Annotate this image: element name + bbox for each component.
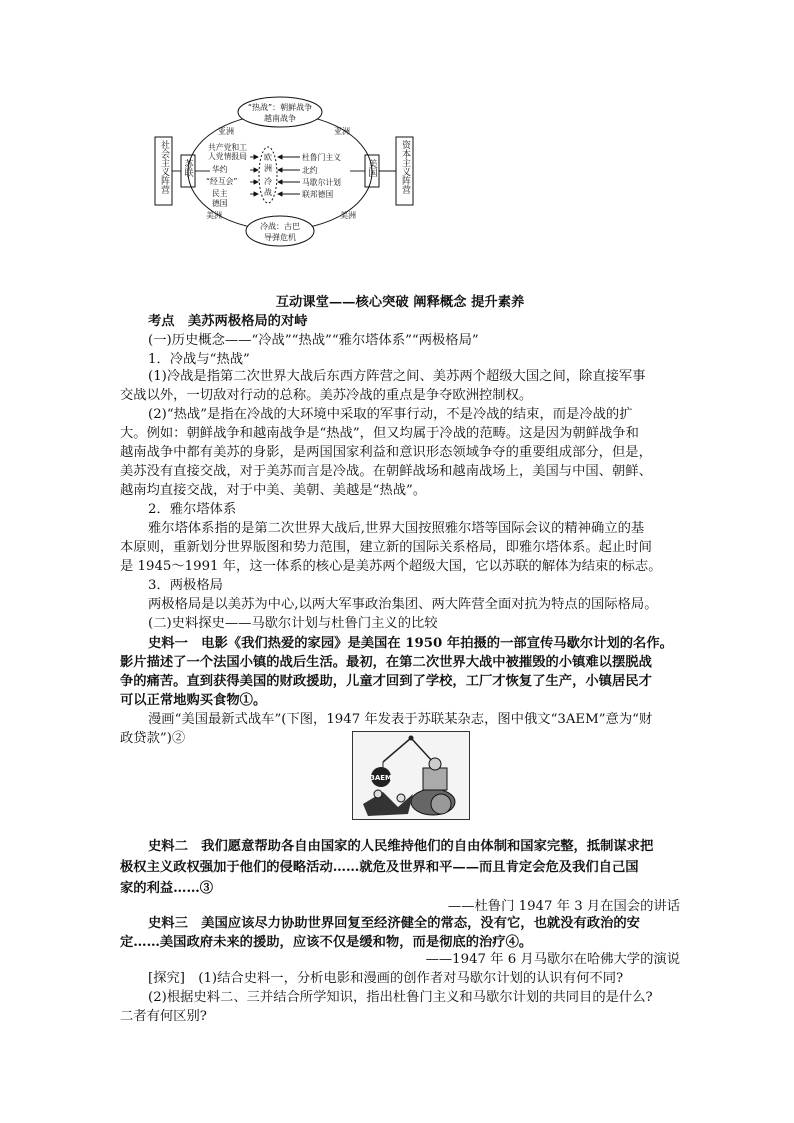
svg-text:“经互会”: “经互会” xyxy=(206,177,238,186)
svg-text:“热战”：朝鲜战争: “热战”：朝鲜战争 xyxy=(247,103,313,112)
svg-text:亚洲: 亚洲 xyxy=(334,127,350,136)
paragraph-line: 是 1945～1991 年，这一体系的核心是美苏两个超级大国，它以苏联的解体为结束的标志。 xyxy=(120,559,662,574)
source-2-line: 家的利益……③ xyxy=(120,881,214,896)
paragraph-line: 雅尔塔体系指的是第二次世界大战后,世界大国按照雅尔塔等国际会议的精神确立的基 xyxy=(148,521,645,536)
section-title: 互动课堂——核心突破 阐释概念 提升素养 xyxy=(275,295,525,310)
svg-text:人党情报局: 人党情报局 xyxy=(208,152,247,161)
ussr-label: 苏联 xyxy=(182,159,193,177)
paragraph-line: 越南均直接交战，对于中美、美朝、美越是“热战”。 xyxy=(120,483,427,498)
subsection-1-heading: (一)历史概念——“冷战”“热战”“雅尔塔体系”“两极格局” xyxy=(148,333,479,348)
svg-text:欧: 欧 xyxy=(264,153,272,162)
capitalist-camp-vertical-label: 资本主义阵营 xyxy=(400,140,410,194)
paragraph-line: 大。例如：朝鲜战争和越南战争是“热战”，但又均属于冷战的范畴。这是因为朝鲜战争和 xyxy=(120,426,639,441)
paragraph-line: 美苏没有直接交战，对于美苏而言是冷战。在朝鲜战场和越南战场上，美国与中国、朝鲜、 xyxy=(120,464,652,479)
source-3-attribution: ——1947 年 6 月马歇尔在哈佛大学的演说 xyxy=(425,952,680,967)
source-1-line: 可以正常地购买食物①。 xyxy=(120,693,267,708)
svg-text:战: 战 xyxy=(264,188,272,197)
paragraph-line: 两极格局是以美苏为中心,以两大军事政治集团、两大阵营全面对抗为特点的国际格局。 xyxy=(148,597,658,612)
svg-text:3AEM: 3AEM xyxy=(369,774,393,782)
svg-text:亚洲: 亚洲 xyxy=(218,127,234,136)
source-2-line: 极权主义政权强加于他们的侵略活动……就危及世界和平——而且肯定会危及我们自己国 xyxy=(120,860,639,875)
source-1-line: 影片描述了一个法国小镇的战后生活。最初，在第二次世界大战中被摧毁的小镇难以摆脱战 xyxy=(120,655,652,670)
svg-text:联邦德国: 联邦德国 xyxy=(302,190,334,199)
svg-text:越南战争: 越南战争 xyxy=(264,114,296,123)
subsection-2-heading: (二)史料探史——马歇尔计划与杜鲁门主义的比较 xyxy=(148,616,438,631)
paragraph-line: (1)冷战是指第二次世界大战后东西方阵营之间、美苏两个超级大国之间，除直接军事 xyxy=(148,369,646,384)
source-1-line: 争的痛苦。直到获得美国的财政援助，儿童才回到了学校，工厂才恢复了生产，小镇居民才 xyxy=(120,674,652,689)
cartoon-image xyxy=(352,731,470,820)
svg-text:洲: 洲 xyxy=(264,164,272,173)
heading-bipolar: 3．两极格局 xyxy=(148,578,223,593)
source-3-line: 史料三 美国应该尽力协助世界回复至经济健全的常态，没有它，也就没有政治的安 xyxy=(148,916,640,931)
svg-text:冷: 冷 xyxy=(264,177,272,186)
svg-text:马歇尔计划: 马歇尔计划 xyxy=(302,178,341,187)
paragraph-line: (2)“热战”是指在冷战的大环境中采取的军事行动，不是冷战的结束，而是冷战的扩 xyxy=(148,407,633,422)
svg-text:共产党和工: 共产党和工 xyxy=(208,143,247,152)
cartoon-caption-line: 漫画“美国最新式战车”(下图，1947 年发表于苏联某杂志，图中俄文“3AEM”意为“财 xyxy=(148,712,653,727)
usa-label: 美国 xyxy=(366,159,377,177)
source-2-attribution: ——杜鲁门 1947 年 3 月在国会的讲话 xyxy=(447,899,680,914)
question-2-line: (2)根据史料二、三并结合所学知识，指出杜鲁门主义和马歇尔计划的共同目的是什么? xyxy=(148,990,653,1005)
svg-text:民主: 民主 xyxy=(212,189,228,198)
paragraph-line: 本原则，重新划分世界版图和势力范围，建立新的国际关系格局，即雅尔塔体系。起止时间 xyxy=(120,540,652,555)
svg-text:冷战：古巴: 冷战：古巴 xyxy=(260,222,300,231)
cartoon-caption-line: 政贷款”)② xyxy=(120,731,186,746)
source-3-line: 定……美国政府未来的援助，应该不仅是缓和物，而是彻底的治疗④。 xyxy=(120,935,533,950)
heading-cold-war: 1．冷战与“热战” xyxy=(148,352,250,367)
svg-text:导弹危机: 导弹危机 xyxy=(264,233,296,242)
question-1: [探究] (1)结合史料一，分析电影和漫画的创作者对马歇尔计划的认识有何不同? xyxy=(148,971,624,986)
svg-text:北约: 北约 xyxy=(302,166,318,175)
svg-text:德国: 德国 xyxy=(212,199,228,208)
heading-yalta: 2．雅尔塔体系 xyxy=(148,502,237,517)
svg-text:美洲: 美洲 xyxy=(206,211,222,220)
source-2-line: 史料二 我们愿意帮助各自由国家的人民维持他们的自由体制和国家完整，抵制谋求把 xyxy=(148,839,654,854)
paragraph-line: 越南战争中都有美苏的身影，是两国国家利益和意识形态领域争夺的重要组成部分，但是， xyxy=(120,445,652,460)
paragraph-line: 交战以外，一切敌对行动的总称。美苏冷战的重点是争夺欧洲控制权。 xyxy=(120,388,533,403)
source-1-line: 史料一 电影《我们热爱的家园》是美国在 1950 年拍摄的一部宣传马歇尔计划的名作。 xyxy=(148,636,673,651)
svg-text:杜鲁门主义: 杜鲁门主义 xyxy=(302,153,341,162)
question-2-line: 二者有何区别? xyxy=(120,1009,207,1024)
topic-heading: 考点 美苏两极格局的对峙 xyxy=(148,314,308,329)
svg-text:华约: 华约 xyxy=(212,165,228,174)
socialist-camp-label-v: 社会主义阵营 xyxy=(159,140,169,194)
svg-text:美洲: 美洲 xyxy=(340,211,356,220)
